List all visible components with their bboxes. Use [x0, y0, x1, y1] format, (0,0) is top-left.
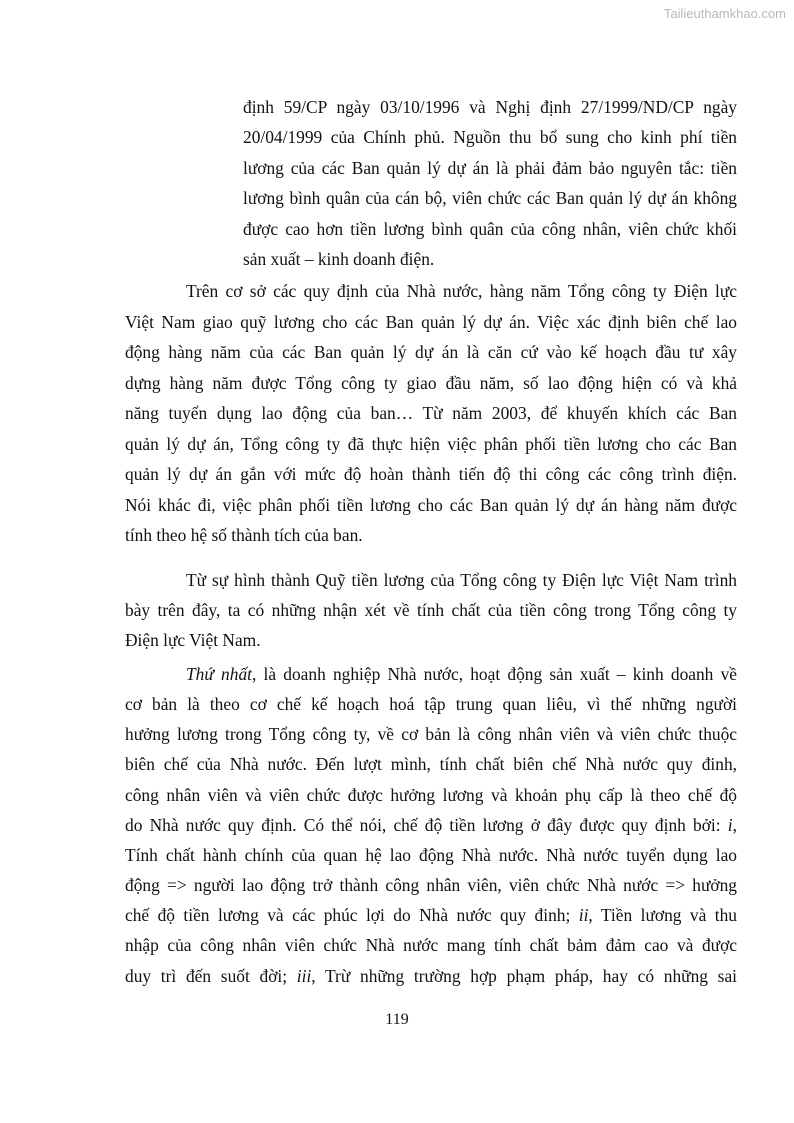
italic-text: iii	[296, 965, 312, 986]
text-line	[125, 904, 737, 926]
text-line	[125, 311, 737, 333]
italic-text: i	[727, 814, 733, 835]
text-segment: lương bình quân của cán bộ, viên chức các Ban quản lý dự án không	[243, 188, 737, 209]
text-segment: Trên cơ sở các quy định của Nhà nước, hàng năm Tổng công ty Điện lực	[186, 281, 737, 301]
text-line	[243, 218, 737, 240]
text-line	[125, 494, 737, 516]
text-line	[243, 248, 737, 270]
text-segment: , là doanh nghiệp Nhà nước, hoạt động sản xuất – kinh doanh về	[251, 664, 737, 684]
text-line	[186, 663, 737, 685]
text-segment: , Tiền lương và thu	[588, 905, 737, 926]
text-segment: Điện lực Việt Nam.	[125, 630, 261, 651]
text-line	[125, 524, 737, 546]
text-line	[125, 402, 737, 424]
text-segment: , Trừ những trường hợp phạm pháp, hay có những sai	[311, 965, 737, 986]
text-segment: được cao hơn tiền lương bình quân của công nhân, viên chức khối	[243, 218, 737, 239]
text-segment: định 59/CP ngày 03/10/1996 và Nghị định 27/1999/ND/CP ngày	[243, 97, 737, 117]
text-line	[125, 693, 737, 715]
text-segment: bày trên đây, ta có những nhận xét về tính chất của tiền công trong Tổng công ty	[125, 600, 737, 621]
text-segment: duy trì đến suốt đời;	[125, 965, 297, 986]
text-line	[125, 784, 737, 806]
text-line	[125, 341, 737, 363]
text-segment: ,	[732, 814, 737, 835]
text-segment: Tính chất hành chính của quan hệ lao động Nhà nước. Nhà nước tuyển dụng lao	[125, 844, 737, 865]
text-segment: động => người lao động trở thành công nhân viên, viên chức Nhà nước => hưởng	[125, 875, 737, 896]
text-segment: Nói khác đi, việc phân phối tiền lương cho các Ban quản lý dự án hàng năm được	[125, 494, 737, 515]
text-segment: 20/04/1999 của Chính phủ. Nguồn thu bổ sung cho kinh phí tiền	[243, 127, 737, 148]
text-line	[125, 753, 737, 775]
text-line	[125, 965, 737, 987]
text-segment: do Nhà nước quy định. Có thể nói, chế độ tiền lương ở đây được quy định bởi:	[125, 814, 728, 835]
text-line	[125, 723, 737, 745]
text-segment: hưởng lương trong Tổng công ty, về cơ bản là công nhân viên và viên chức thuộc	[125, 724, 737, 745]
watermark: Tailieuthamkhao.com	[663, 6, 786, 21]
text-line	[125, 814, 737, 836]
text-segment: dựng hàng năm được Tổng công ty giao đầu năm, số lao động hiện có và khả	[125, 372, 737, 393]
text-segment: tính theo hệ số thành tích của ban.	[125, 525, 363, 545]
text-line	[125, 934, 737, 956]
italic-text: ii	[578, 905, 589, 926]
text-line	[125, 599, 737, 621]
text-segment: cơ bản là theo cơ chế kế hoạch hoá tập trung quan liêu, vì thế những người	[125, 694, 737, 715]
text-line	[125, 874, 737, 896]
text-segment: quản lý dự án gắn với mức độ hoàn thành tiến độ thi công các công trình điện.	[125, 464, 737, 484]
text-segment: năng tuyển dụng lao động của ban… Từ năm 2003, để khuyến khích các Ban	[125, 403, 737, 423]
text-segment: nhập của công nhân viên chức Nhà nước mang tính chất bảm đảm cao và được	[125, 935, 737, 956]
text-line	[125, 372, 737, 394]
text-segment: quản lý dự án, Tổng công ty đã thực hiện việc phân phối tiền lương cho các Ban	[125, 433, 737, 454]
text-segment: công nhân viên và viên chức được hưởng lương và khoản phụ cấp là theo chế độ	[125, 784, 737, 805]
text-line	[243, 96, 737, 118]
text-line	[125, 844, 737, 866]
text-line	[186, 569, 737, 591]
italic-text: Thứ nhất	[186, 664, 252, 684]
text-line	[125, 463, 737, 485]
text-segment: động hàng năm của các Ban quản lý dự án là căn cứ vào kế hoạch đầu tư xây	[125, 342, 737, 362]
text-segment: sản xuất – kinh doanh điện.	[243, 249, 435, 269]
text-line	[186, 280, 737, 302]
text-line	[243, 126, 737, 148]
page-number: 119	[385, 1011, 409, 1028]
text-line	[125, 433, 737, 455]
text-segment: lương của các Ban quản lý dự án là phải đảm bảo nguyên tắc: tiền	[243, 157, 737, 178]
text-line	[125, 629, 737, 651]
text-line	[243, 157, 737, 179]
text-segment: biên chế của Nhà nước. Đến lượt mình, tính chất biên chế Nhà nước quy đinh,	[125, 754, 737, 775]
text-segment: chế độ tiền lương và các phúc lợi do Nhà nước quy đinh;	[125, 905, 579, 926]
text-segment: Việt Nam giao quỹ lương cho các Ban quản lý dự án. Việc xác định biên chế lao	[125, 311, 737, 332]
text-line	[243, 187, 737, 209]
text-segment: Từ sự hình thành Quỹ tiền lương của Tổng công ty Điện lực Việt Nam trình	[186, 570, 737, 590]
